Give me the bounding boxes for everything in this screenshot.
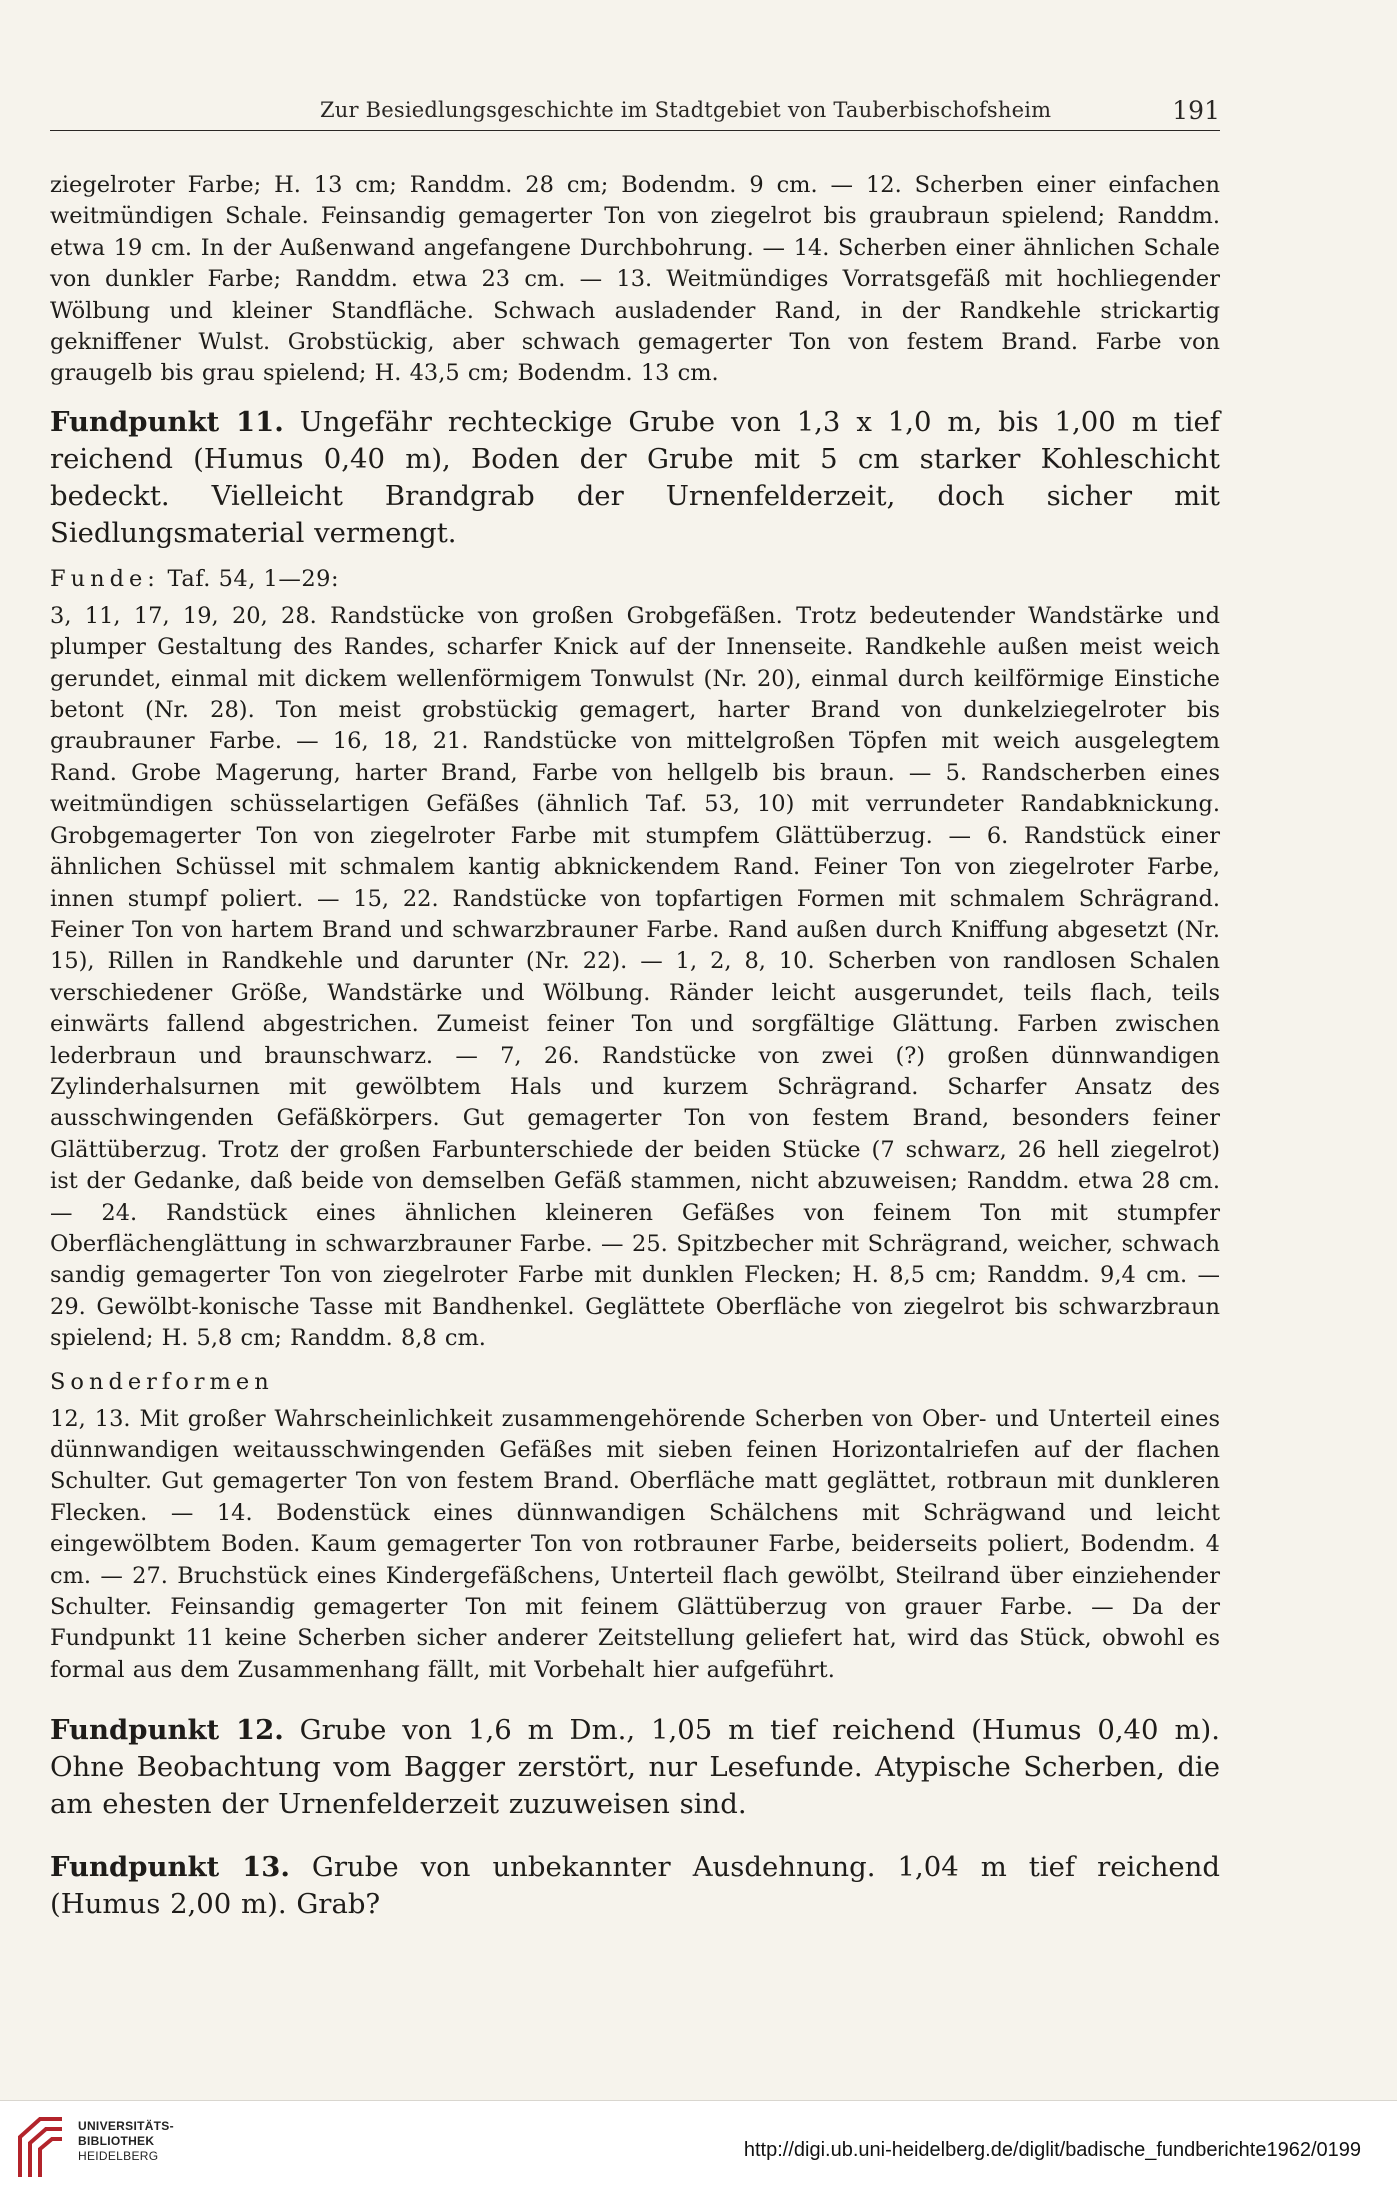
- funde-plate-ref: Taf. 54, 1—29:: [159, 565, 340, 592]
- page-header: [50, 92, 1220, 131]
- sonderformen-paragraph: 12, 13. Mit großer Wahrscheinlichkeit zusammengehörende Scherben von Ober- und Unterteil eines dünnwandigen weitausschwingenden Gefäßes mit sieben feinen Horizontalriefen auf der flachen Schulter. Gut gemagerter Ton von festem Brand. Oberfläche matt geglättet, rotbraun mit dunkleren Flecken. — 14. Bodenstück eines dünnwandigen Schälchens mit Schrägwand und leicht eingewölbtem Boden. Kaum gemagerter Ton von rotbrauner Farbe, beiderseits poliert, Bodendm. 4 cm. — 27. Bruchstück eines Kindergefäßchens, Unterteil flach gewölbt, Steilrand über einziehender Schulter. Feinsandig gemagerter Ton mit feinem Glättüberzug von grauer Farbe. — Da der Fundpunkt 11 keine Scherben sicher anderer Zeitstellung geliefert hat, wird das Stück, obwohl es formal aus dem Zusammenhang fällt, mit Vorbehalt hier aufgeführt.: [50, 1405, 1220, 1683]
- fundpunkt-13-label: Fundpunkt 13.: [50, 1851, 290, 1884]
- fundpunkt-11-paragraph: [50, 404, 1220, 552]
- page-number: 191: [1172, 96, 1220, 125]
- fundpunkt-12-label: Fundpunkt 12.: [50, 1714, 284, 1747]
- library-name: [78, 2119, 174, 2164]
- fundpunkt-13-text: Grube von unbekannter Ausdehnung. 1,04 m tief reichend (Humus 2,00 m). Grab?: [50, 1851, 1220, 1921]
- fundpunkt-12-paragraph: [50, 1712, 1220, 1823]
- permalink-url[interactable]: http://digi.ub.uni-heidelberg.de/diglit/badische_fundberichte1962/0199: [743, 2139, 1361, 2161]
- fundpunkt-11-label: Fundpunkt 11.: [50, 405, 284, 438]
- library-name-line-3: HEIDELBERG: [78, 2149, 159, 2163]
- library-name-line-1: UNIVERSITÄTS-: [78, 2119, 174, 2133]
- intro-paragraph: ziegelroter Farbe; H. 13 cm; Randdm. 28 cm; Bodendm. 9 cm. — 12. Scherben einer einfachen weitmündigen Schale. Feinsandig gemagerter Ton von ziegelrot bis graubraun spielend; Randdm. etwa 19 cm. In der Außenwand angefangene Durchbohrung. — 14. Scherben einer ähnlichen Schale von dunkler Farbe; Randdm. etwa 23 cm. — 13. Weitmündiges Vorratsgefäß mit hochliegender Wölbung und kleiner Standfläche. Schwach ausladender Rand, in der Randkehle strickartig gekniffener Wulst. Grobstückig, aber schwach gemagerter Ton von festem Brand. Farbe von graugelb bis grau spielend; H. 43,5 cm; Bodendm. 13 cm.: [50, 172, 1220, 387]
- fundpunkt-13-paragraph: [50, 1849, 1220, 1923]
- sonderformen-heading: Sonderformen: [50, 1368, 274, 1395]
- running-title: Zur Besiedlungsgeschichte im Stadtgebiet von Tauberbischofsheim: [320, 98, 1052, 122]
- library-name-line-2: BIBLIOTHEK: [78, 2134, 155, 2148]
- funde-label: Funde:: [50, 565, 160, 592]
- page-body: [50, 170, 1220, 1923]
- funde-heading: [50, 564, 1220, 595]
- digitization-footer: [0, 2100, 1397, 2203]
- university-library-logo-icon: [14, 2115, 66, 2179]
- fundpunkt-12-text: Grube von 1,6 m Dm., 1,05 m tief reichend (Humus 0,40 m). Ohne Beobachtung vom Bagger zerstört, nur Lesefunde. Atypische Scherben, die am ehesten der Urnenfelderzeit zuzuweisen sind.: [50, 1714, 1220, 1821]
- fundpunkt-11-text: Ungefähr rechteckige Grube von 1,3 x 1,0 m, bis 1,00 m tief reichend (Humus 0,40 m), Boden der Grube mit 5 cm starker Kohleschicht bedeckt. Vielleicht Brandgrab der Urnenfelderzeit, doch sicher mit Siedlungsmaterial vermengt.: [50, 405, 1220, 549]
- funde-paragraph: 3, 11, 17, 19, 20, 28. Randstücke von großen Grobgefäßen. Trotz bedeutender Wandstärke und plumper Gestaltung des Randes, scharfer Knick auf der Innenseite. Randkehle außen meist weich gerundet, einmal mit dickem wellenförmigem Tonwulst (Nr. 20), einmal durch keilförmige Einstiche betont (Nr. 28). Ton meist grobstückig gemagert, harter Brand von dunkelziegelroter bis graubrauner Farbe. — 16, 18, 21. Randstücke von mittelgroßen Töpfen mit weich ausgelegtem Rand. Grobe Magerung, harter Brand, Farbe von hellgelb bis braun. — 5. Randscherben eines weitmündigen schüsselartigen Gefäßes (ähnlich Taf. 53, 10) mit verrundeter Randabknickung. Grobgemagerter Ton von ziegelroter Farbe mit stumpfem Glättüberzug. — 6. Randstück einer ähnlichen Schüssel mit schmalem kantig abknickendem Rand. Feiner Ton von ziegelroter Farbe, innen stumpf poliert. — 15, 22. Randstücke von topfartigen Formen mit schmalem Schrägrand. Feiner Ton von hartem Brand und schwarzbrauner Farbe. Rand außen durch Kniffung abgesetzt (Nr. 15), Rillen in Randkehle und darunter (Nr. 22). — 1, 2, 8, 10. Scherben von randlosen Schalen verschiedener Größe, Wandstärke und Wölbung. Ränder leicht ausgerundet, teils flach, teils einwärts fallend abgestrichen. Zumeist feiner Ton und sorgfältige Glättung. Farben zwischen lederbraun und braunschwarz. — 7, 26. Randstücke von zwei (?) großen dünnwandigen Zylinderhalsurnen mit gewölbtem Hals und kurzem Schrägrand. Scharfer Ansatz des ausschwingenden Gefäßkörpers. Gut gemagerter Ton von festem Brand, besonders feiner Glättüberzug. Trotz der großen Farbunterschiede der beiden Stücke (7 schwarz, 26 hell ziegelrot) ist der Gedanke, daß beide von demselben Gefäß stammen, nicht abzuweisen; Randdm. etwa 28 cm. — 24. Randstück eines ähnlichen kleineren Gefäßes von feinem Ton mit stumpfer Oberflächenglättung in schwarzbrauner Farbe. — 25. Spitzbecher mit Schrägrand, weicher, schwach sandig gemagerter Ton von ziegelroter Farbe mit dunklen Flecken; H. 8,5 cm; Randdm. 9,4 cm. — 29. Gewölbt-konische Tasse mit Bandhenkel. Geglättete Oberfläche von ziegelrot bis schwarzbraun spielend; H. 5,8 cm; Randdm. 8,8 cm.: [50, 602, 1220, 1352]
